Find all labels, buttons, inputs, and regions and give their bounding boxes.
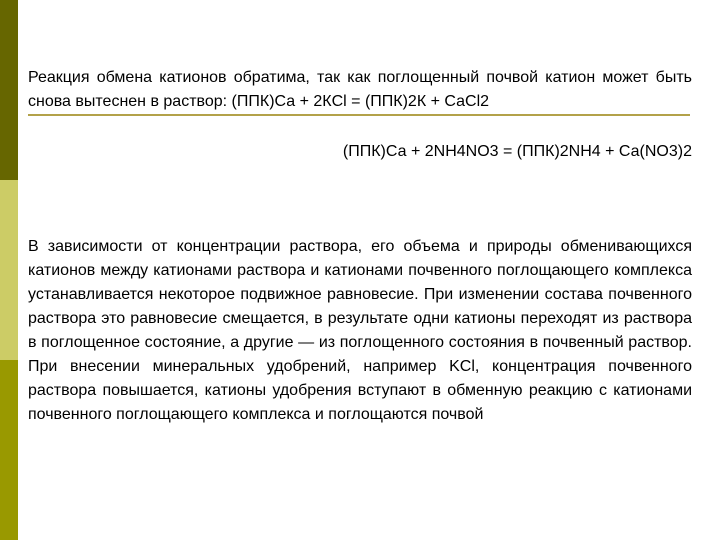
paragraph-cation-exchange: Реакция обмена катионов обратима, так как поглощенный почвой катион может быть снова вытеснен в раствор: (ППК)Са + 2КCl = (ППК)2К + СаСl2 (28, 69, 692, 110)
paragraph-equilibrium: В зависимости от концентрации раствора, его объема и природы обменивающихся катионов между катионами раствора и катионами почвенного поглощающего комплекса устанавливается некоторое подвижное равновесие. При изменении состава почвенного раствора это равновесие смещается, в результате одни катионы переходят из раствора в поглощенное состояние, а другие — из поглощенного состояния в почвенный раствор. При внесении минеральных удобрений, например KCl, концентрация почвенного раствора повышается, катионы удобрения вступают в обменную реакцию с катионами почвенного поглощающего комплекса и поглощаются почвой (28, 238, 692, 423)
divider-line (28, 114, 690, 116)
equation-ammonium-nitrate: (ППК)Са + 2NH4NO3 = (ППК)2NH4 + Са(NO3)2 (342, 143, 692, 160)
decor-bar-middle (0, 180, 18, 360)
decor-bar-bottom (0, 360, 18, 540)
decor-bar-top (0, 0, 18, 180)
